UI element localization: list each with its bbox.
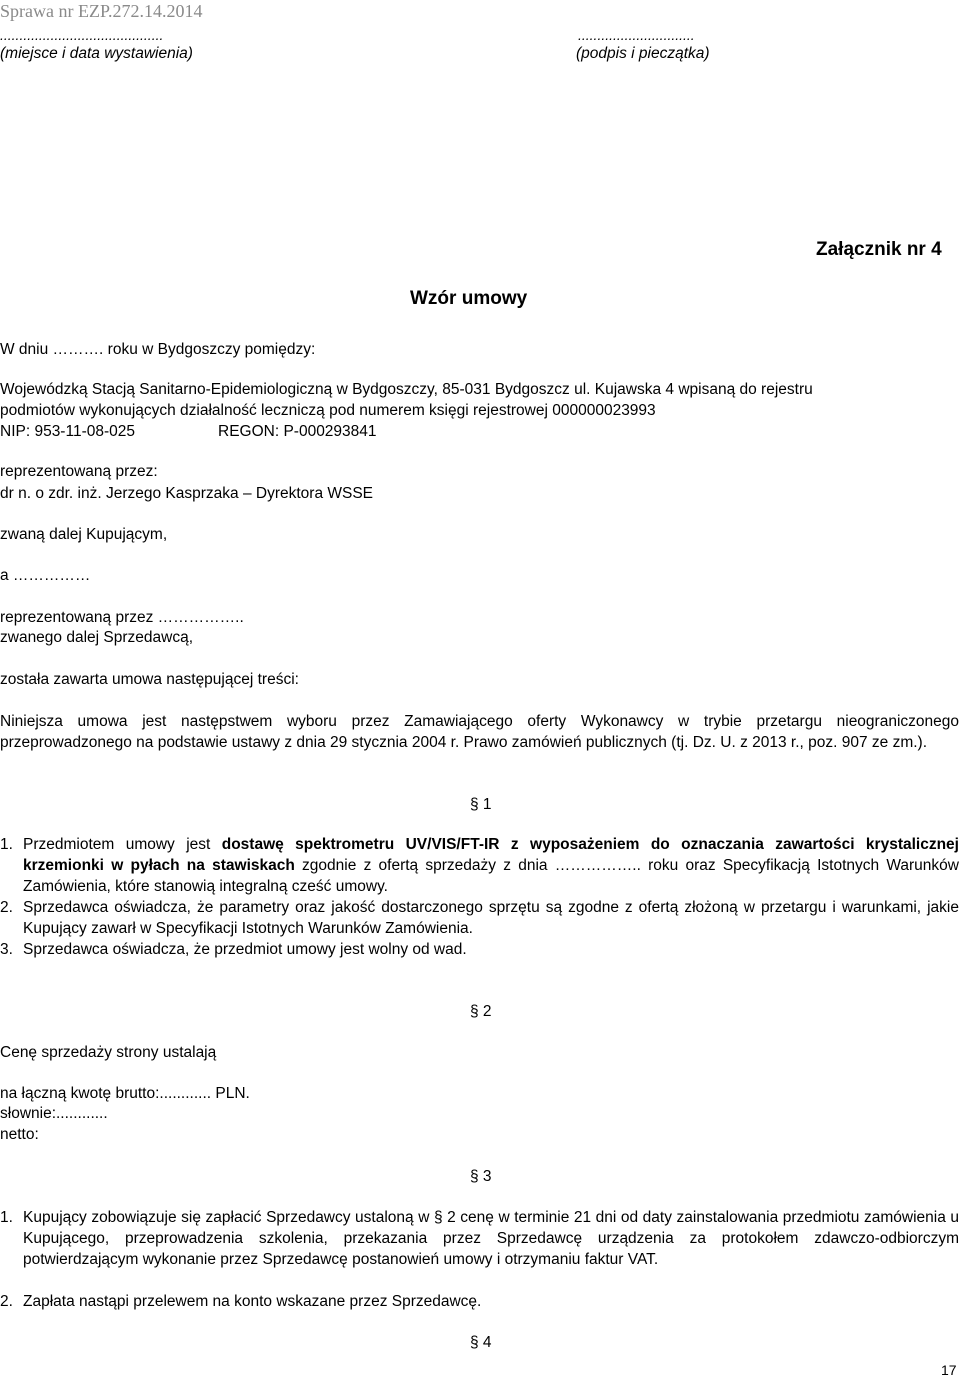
item-text: Zapłata nastąpi przelewem na konto wskazane przez Sprzedawcę. [23,1293,482,1310]
section-3-heading: § 3 [470,1168,492,1185]
item-text: Kupujący zobowiązuje się zapłacić Sprzedawcy ustaloną w § 2 cenę w terminie 21 dni od daty zainstalowania przedmiotu zamówienia u Kupującego, przeprowadzenia szkolenia, przekazania przez Sprzedawcę urządzenia za protokołem zdawczo-odbiorczym potwierdzającym wykonanie przez Sprzedawcę postanowień umowy i otrzymaniu faktur VAT. [23,1209,959,1268]
section-3-item-2 [0,1291,959,1312]
section-1-item-2 [0,897,959,939]
attachment-title: Załącznik nr 4 [816,239,942,260]
item-text: Sprzedawca oświadcza, że przedmiot umowy jest wolny od wad. [23,941,467,958]
case-number: Sprawa nr EZP.272.14.2014 [0,1,203,21]
section-3-item-1 [0,1207,959,1270]
signature-label: (podpis i pieczątka) [576,45,710,62]
item-text: Sprzedawca oświadcza, że parametry oraz jakość dostarczonego sprzętu są zgodne z ofertą złożoną w przetargu i warunkami, jakie Kupujący zawarł w Specyfikacji Istotnych Warunków Zamówienia. [23,899,959,937]
represented-label: reprezentowaną przez: [0,463,158,480]
signature-dots: .............................. [578,27,695,43]
section-2-heading: § 2 [470,1003,492,1020]
buyer-regon: REGON: P-000293841 [218,423,377,440]
item-number: 1. [0,1209,13,1226]
item-number: 2. [0,1293,13,1310]
price-in-words: słownie:............ [0,1105,108,1122]
item-text [23,834,959,897]
seller-a: a …………… [0,567,91,584]
price-intro: Cenę sprzedaży strony ustalają [0,1044,217,1061]
item-text-bold: dostawę spektrometru UV/VIS/FT-IR z wyposażeniem do oznaczania zawartości krystalicznej krzemionki w pyłach na stawiskach [23,836,959,874]
contract-title: Wzór umowy [410,288,528,309]
section-1-item-3 [0,939,959,960]
preamble: Niniejsza umowa jest następstwem wyboru przez Zamawiającego oferty Wykonawcy w trybie przetargu nieograniczonego przeprowadzonego na podstawie ustawy z dnia 29 stycznia 2004 r. Prawo zamówień publicznych (tj. Dz. U. z 2013 r., poz. 907 ze zm.). [0,713,959,751]
item-number: 2. [0,899,13,916]
page-number: 17 [941,1362,957,1378]
seller-represented: reprezentowaną przez …………….. [0,609,244,626]
buyer-line-2: podmiotów wykonujących działalność leczniczą pod numerem księgi rejestrowej 000000023993 [0,402,656,419]
item-number: 1. [0,836,13,853]
representative: dr n. o zdr. inż. Jerzego Kasprzaka – Dyrektora WSSE [0,485,374,502]
place-date-label: (miejsce i data wystawienia) [0,45,193,62]
intro-line: W dniu ………. roku w Bydgoszczy pomiędzy: [0,341,316,358]
section-1-heading: § 1 [470,796,492,813]
price-net: netto: [0,1126,39,1143]
buyer-line-1: Wojewódzką Stacją Sanitarno-Epidemiologiczną w Bydgoszczy, 85-031 Bydgoszcz ul. Kujawska 4 wpisaną do rejestru [0,381,813,398]
buyer-alias: zwaną dalej Kupującym, [0,526,168,543]
buyer-nip: NIP: 953-11-08-025 [0,423,135,440]
item-text-pre: Przedmiotem umowy jest [23,836,222,853]
item-number: 3. [0,941,13,958]
place-date-dots: .......................................... [0,27,164,43]
seller-alias: zwanego dalej Sprzedawcą, [0,629,194,646]
price-gross: na łączną kwotę brutto:............ PLN. [0,1085,250,1102]
section-1-item-1 [0,834,959,897]
item-text-post: zgodnie z ofertą sprzedaży z dnia …………….. roku oraz Specyfikacją Istotnych Warunków Zamówienia, które stanowią integralną cześć umowy. [23,857,959,895]
concluded-line: została zawarta umowa następującej treści: [0,671,299,688]
section-4-heading: § 4 [470,1334,492,1351]
